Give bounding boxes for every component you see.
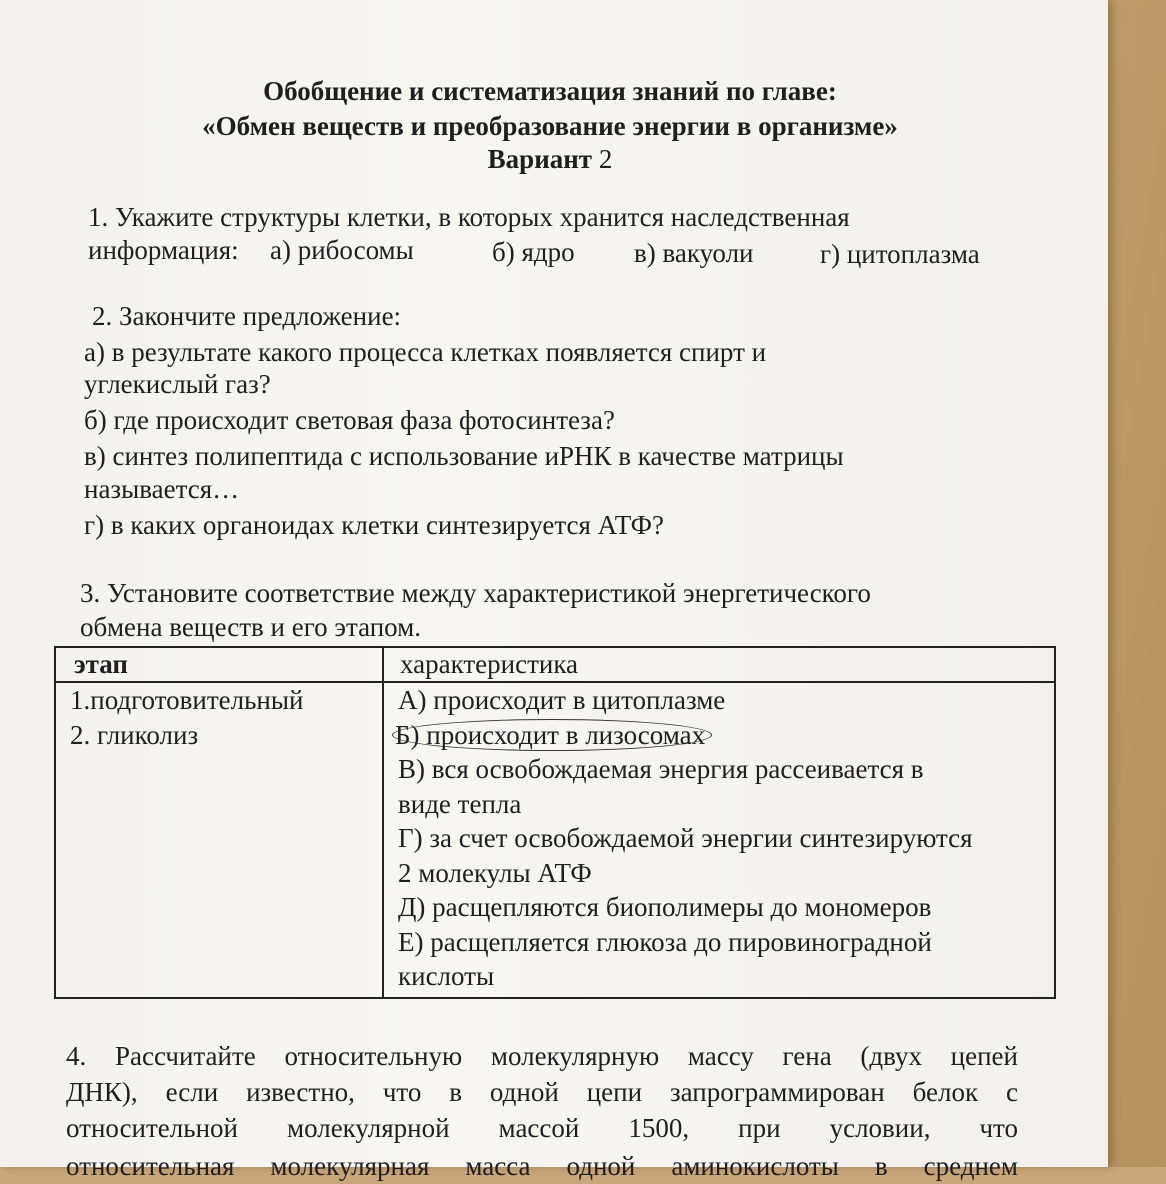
q3-text-line-2: обмена веществ и его этапом. <box>80 612 421 642</box>
characteristic-line: Д) расщепляются биополимеры до мономеров <box>398 892 932 922</box>
variant-heading <box>0 142 1100 176</box>
q1-option-d: г) цитоплазма <box>820 239 980 269</box>
characteristic-line: Г) за счет освобождаемой энергии синтезируются <box>398 823 973 853</box>
stages-cell <box>55 682 383 998</box>
stage-item: 2. гликолиз <box>70 719 199 750</box>
q4-line-3: относительной молекулярной массой 1500, при условии, что <box>66 1113 1018 1143</box>
circled-answer-mark <box>392 719 712 751</box>
title-line-1: Обобщение и систематизация знаний по главе: <box>263 76 837 106</box>
characteristic-line: виде тепла <box>398 788 522 819</box>
characteristic-line-text: Б) происходит в лизосомах <box>395 719 706 750</box>
q2-line-b: б) где происходит световая фаза фотосинтеза? <box>84 405 615 435</box>
variant-number: 2 <box>598 144 613 174</box>
characteristic-line: А) происходит в цитоплазме <box>398 685 726 715</box>
q1-lead: информация: <box>88 235 239 265</box>
characteristic-line: кислоты <box>398 961 495 991</box>
title-line-2: «Обмен веществ и преобразование энергии в организме» <box>202 111 898 141</box>
table-body-row <box>55 682 1055 998</box>
q4-line-1: 4. Рассчитайте относительную молекулярную массу гена (двух цепей <box>66 1041 1018 1071</box>
q1-option-c: в) вакуоли <box>634 238 754 268</box>
characteristic-line: В) вся освобождаемая энергия рассеивается в <box>398 754 924 784</box>
stage-item: 1.подготовительный <box>70 685 304 715</box>
q2-heading: 2. Закончите предложение: <box>92 301 402 331</box>
table-header-characteristic: характеристика <box>383 647 1055 682</box>
characteristics-cell <box>383 682 1055 998</box>
q1-text-line-1: 1. Укажите структуры клетки, в которых хранится наследственная <box>88 202 850 232</box>
q2-line-a: а) в результате какого процесса клетках появляется спирт и <box>84 337 767 367</box>
q2-line-c: в) синтез полипептида с использование иРНК в качестве матрицы <box>84 441 844 471</box>
characteristic-line: 2 молекулы АТФ <box>398 857 592 888</box>
q1-option-b: б) ядро <box>492 237 575 267</box>
characteristic-line-circled <box>395 718 1054 753</box>
q2-line-d: г) в каких органоидах клетки синтезируется АТФ? <box>84 510 664 540</box>
q2-line-a-cont: углекислый газ? <box>84 369 271 399</box>
matching-table <box>54 646 1056 999</box>
q4-line-4: относительная молекулярная масса одной аминокислоты в среднем <box>66 1151 1018 1181</box>
characteristic-line: Е) расщепляется глюкоза до пировиноградной <box>398 926 932 957</box>
table-header-row <box>55 647 1055 682</box>
q2-line-c-cont: называется… <box>84 474 240 504</box>
variant-label: Вариант <box>487 144 593 174</box>
q4-line-2: ДНК), если известно, что в одной цепи запрограммирован белок с <box>66 1077 1018 1107</box>
q3-text-line-1: 3. Установите соответствие между характеристикой энергетического <box>80 578 871 608</box>
q1-option-a: а) рибосомы <box>270 235 414 265</box>
table-header-stage: этап <box>55 647 383 682</box>
